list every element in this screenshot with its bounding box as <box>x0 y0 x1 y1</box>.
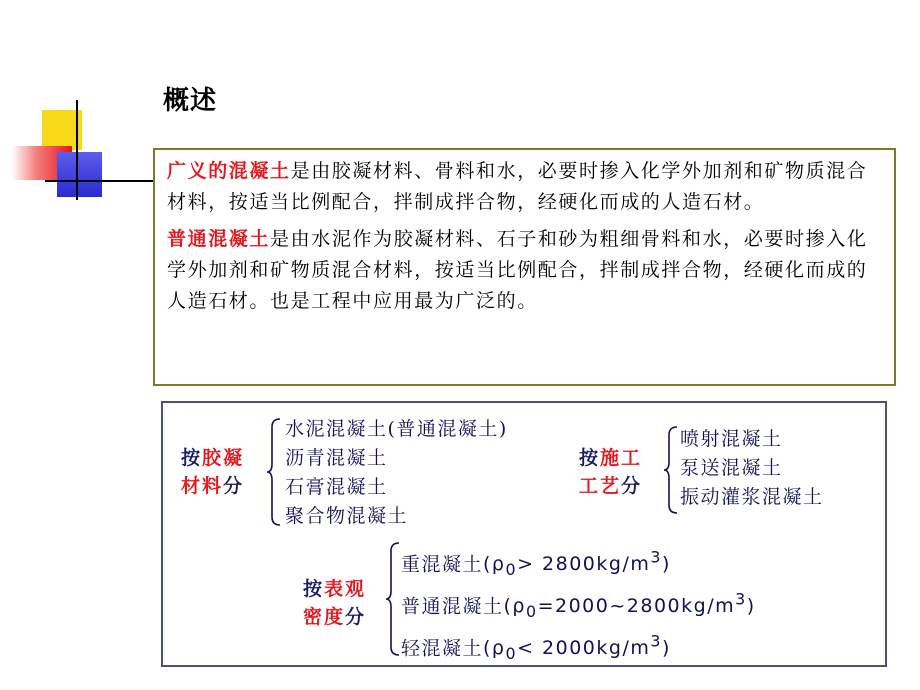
list-item: 泵送混凝土 <box>680 457 783 479</box>
decoration-blue-square <box>57 152 102 197</box>
term-general: 广义的混凝土 <box>167 160 291 182</box>
list-item: 普通混凝土$(\rho_0=2000\sim 2800kg/m^3)$ <box>401 590 756 622</box>
definition-ordinary-text: 是由水泥作为胶凝材料、石子和砂为粗细骨料和水，必要时掺入化学外加剂和矿物质混合材料，按适当比例配合，拌制成拌合物，经硬化而成的人造石材。也是工程中应用最为广泛的。 <box>167 228 868 312</box>
brace-by-construction <box>663 425 679 515</box>
label-by-density: 按表观 密度分 <box>303 578 367 628</box>
term-ordinary: 普通混凝土 <box>167 228 271 250</box>
brace-by-density <box>385 541 401 657</box>
list-item: 喷射混凝土 <box>680 428 783 450</box>
classification-box <box>161 401 887 667</box>
list-item: 重混凝土$(\rho_0> 2800kg/m^3)$ <box>401 548 671 580</box>
label-by-binder: 按胶凝 材料分 <box>181 447 245 497</box>
list-item: 振动灌浆混凝土 <box>680 486 824 508</box>
list-item: 沥青混凝土 <box>285 447 388 469</box>
brace-by-binder <box>266 417 282 527</box>
definition-general <box>167 156 882 218</box>
list-item: 轻混凝土$(\rho_0< 2000kg/m^3)$ <box>401 632 671 664</box>
list-by-binder <box>285 415 508 531</box>
definition-general-text: 是由胶凝材料、骨料和水，必要时掺入化学外加剂和矿物质混合材料，按适当比例配合，拌制成拌合物，经硬化而成的人造石材。 <box>167 160 868 213</box>
label-by-construction: 按施工 工艺分 <box>579 447 643 497</box>
definition-box <box>153 148 896 386</box>
decoration-horizontal-line <box>45 180 153 182</box>
list-by-density <box>401 537 756 663</box>
list-by-construction <box>680 425 824 512</box>
list-item: 聚合物混凝土 <box>285 505 409 527</box>
list-item: 水泥混凝土(普通混凝土) <box>285 418 508 440</box>
definition-ordinary <box>167 224 882 317</box>
decoration-vertical-line <box>76 100 78 200</box>
page-title: 概述 <box>163 86 218 116</box>
list-item: 石膏混凝土 <box>285 476 388 498</box>
